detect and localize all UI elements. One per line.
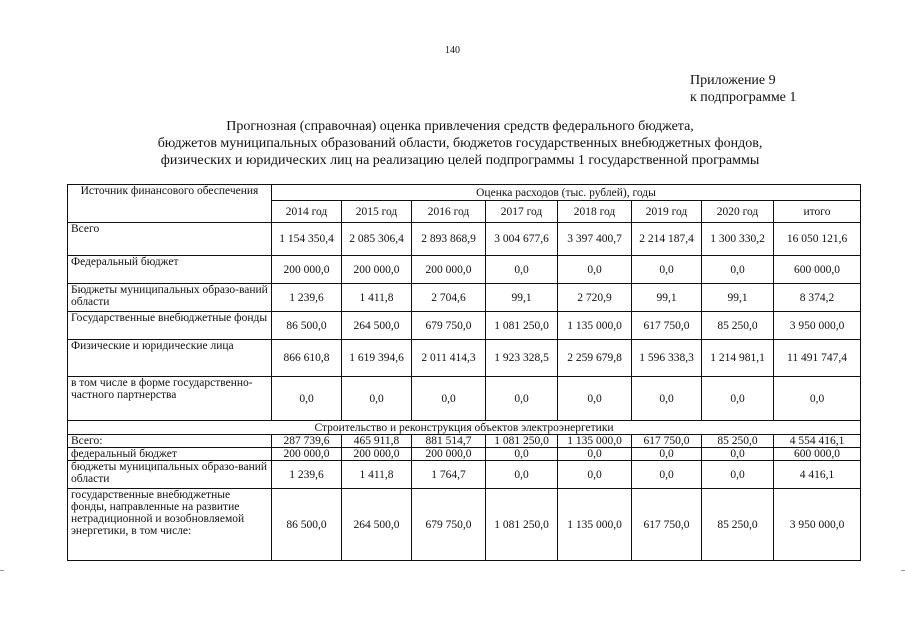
- year-header: 2019 год: [632, 201, 702, 223]
- cell-value: 0,0: [702, 256, 774, 284]
- appendix-line-1: Приложение 9: [690, 73, 776, 88]
- scan-edge-mark-right: [901, 570, 905, 571]
- cell-value: 0,0: [558, 256, 632, 284]
- cell-value: 99,1: [632, 284, 702, 312]
- cell-value: 0,0: [486, 377, 558, 421]
- cell-value: 1 214 981,1: [702, 340, 774, 377]
- cell-value: 617 750,0: [632, 489, 702, 561]
- cell-value: 86 500,0: [272, 312, 342, 340]
- cell-value: 1 411,8: [342, 284, 412, 312]
- cell-value: 1 154 350,4: [272, 223, 342, 256]
- cell-value: 3 004 677,6: [486, 223, 558, 256]
- table-row: [68, 340, 861, 377]
- cell-total: 600 000,0: [774, 256, 861, 284]
- title-line-1: Прогнозная (справочная) оценка привлечения средств федерального бюджета,: [226, 119, 694, 134]
- cell-value: 85 250,0: [702, 435, 774, 448]
- cell-total: 11 491 747,4: [774, 340, 861, 377]
- cell-value: 0,0: [342, 377, 412, 421]
- cell-value: 0,0: [558, 461, 632, 489]
- cell-value: 1 239,6: [272, 461, 342, 489]
- year-header: 2015 год: [342, 201, 412, 223]
- cell-value: 1 135 000,0: [558, 489, 632, 561]
- cell-value: 0,0: [486, 448, 558, 461]
- table-row: [68, 223, 861, 256]
- year-header: 2016 год: [412, 201, 486, 223]
- document-title: [60, 118, 860, 169]
- cell-value: 679 750,0: [412, 489, 486, 561]
- group-header: Оценка расходов (тыс. рублей), годы: [272, 185, 861, 201]
- cell-value: 2 704,6: [412, 284, 486, 312]
- page-number: 140: [445, 45, 460, 56]
- cell-value: 85 250,0: [702, 489, 774, 561]
- cell-value: 3 397 400,7: [558, 223, 632, 256]
- year-header: 2020 год: [702, 201, 774, 223]
- cell-value: 0,0: [486, 256, 558, 284]
- cell-value: 881 514,7: [412, 435, 486, 448]
- year-header: 2017 год: [486, 201, 558, 223]
- cell-value: 99,1: [702, 284, 774, 312]
- cell-value: 617 750,0: [632, 435, 702, 448]
- cell-value: 1 239,6: [272, 284, 342, 312]
- title-line-3: физических и юридических лиц на реализацию целей подпрограммы 1 государственной программы: [160, 153, 760, 168]
- cell-value: 1 923 328,5: [486, 340, 558, 377]
- total-header: итого: [774, 201, 861, 223]
- cell-total: 0,0: [774, 377, 861, 421]
- year-header: 2018 год: [558, 201, 632, 223]
- cell-value: 264 500,0: [342, 312, 412, 340]
- cell-value: 1 081 250,0: [486, 489, 558, 561]
- row-label: Бюджеты муниципальных образо-ваний области: [68, 284, 272, 312]
- cell-value: 200 000,0: [412, 256, 486, 284]
- cell-value: 200 000,0: [272, 448, 342, 461]
- cell-value: 679 750,0: [412, 312, 486, 340]
- cell-value: 2 893 868,9: [412, 223, 486, 256]
- cell-value: 85 250,0: [702, 312, 774, 340]
- section-title: Строительство и реконструкция объектов электроэнергетики: [68, 421, 861, 435]
- cell-total: 8 374,2: [774, 284, 861, 312]
- cell-value: 0,0: [632, 448, 702, 461]
- cell-value: 1 596 338,3: [632, 340, 702, 377]
- cell-value: 0,0: [558, 448, 632, 461]
- cell-value: 1 081 250,0: [486, 435, 558, 448]
- cell-value: 1 300 330,2: [702, 223, 774, 256]
- table-row: [68, 448, 861, 461]
- cell-value: 0,0: [632, 256, 702, 284]
- cell-value: 1 135 000,0: [558, 435, 632, 448]
- section-row: [68, 421, 861, 435]
- cell-total: 16 050 121,6: [774, 223, 861, 256]
- table-row: [68, 377, 861, 421]
- table-row: [68, 312, 861, 340]
- cell-value: 200 000,0: [412, 448, 486, 461]
- cell-total: 4 416,1: [774, 461, 861, 489]
- cell-total: 3 950 000,0: [774, 489, 861, 561]
- row-label: бюджеты муниципальных образо-ваний области: [68, 461, 272, 489]
- cell-value: 1 411,8: [342, 461, 412, 489]
- row-label: Физические и юридические лица: [68, 340, 272, 377]
- cell-value: 0,0: [702, 448, 774, 461]
- cell-value: 86 500,0: [272, 489, 342, 561]
- cell-value: 99,1: [486, 284, 558, 312]
- cell-value: 1 619 394,6: [342, 340, 412, 377]
- cell-value: 2 720,9: [558, 284, 632, 312]
- cell-value: 0,0: [632, 461, 702, 489]
- scan-edge-mark-left: [0, 570, 4, 571]
- cell-value: 200 000,0: [342, 448, 412, 461]
- row-label: Государственные внебюджетные фонды: [68, 312, 272, 340]
- row-label: государственные внебюджетные фонды, направленные на развитие нетрадиционной и возобновляемой энергетики, в том числе:: [68, 489, 272, 561]
- financing-table: [67, 184, 861, 561]
- cell-value: 200 000,0: [342, 256, 412, 284]
- year-header: 2014 год: [272, 201, 342, 223]
- cell-total: 4 554 416,1: [774, 435, 861, 448]
- table-row: [68, 489, 861, 561]
- table-row: [68, 435, 861, 448]
- cell-value: 0,0: [272, 377, 342, 421]
- row-label: федеральный бюджет: [68, 448, 272, 461]
- cell-value: 2 011 414,3: [412, 340, 486, 377]
- cell-value: 465 911,8: [342, 435, 412, 448]
- cell-value: 0,0: [702, 377, 774, 421]
- cell-value: 0,0: [558, 377, 632, 421]
- title-line-2: бюджетов муниципальных образований области, бюджетов государственных внебюджетных фондов,: [157, 136, 763, 151]
- table-row: [68, 256, 861, 284]
- cell-total: 600 000,0: [774, 448, 861, 461]
- cell-value: 200 000,0: [272, 256, 342, 284]
- row-label: Всего: [68, 223, 272, 256]
- cell-value: 617 750,0: [632, 312, 702, 340]
- cell-value: 2 085 306,4: [342, 223, 412, 256]
- cell-value: 866 610,8: [272, 340, 342, 377]
- cell-value: 1 135 000,0: [558, 312, 632, 340]
- cell-total: 3 950 000,0: [774, 312, 861, 340]
- cell-value: 0,0: [486, 461, 558, 489]
- row-label: в том числе в форме государственно-частного партнерства: [68, 377, 272, 421]
- source-header: Источник финансового обеспечения: [68, 185, 272, 223]
- appendix-line-2: к подпрограмме 1: [690, 90, 797, 105]
- row-label: Федеральный бюджет: [68, 256, 272, 284]
- cell-value: 264 500,0: [342, 489, 412, 561]
- cell-value: 1 764,7: [412, 461, 486, 489]
- table-row: [68, 284, 861, 312]
- cell-value: 2 214 187,4: [632, 223, 702, 256]
- cell-value: 287 739,6: [272, 435, 342, 448]
- appendix-label: [690, 72, 796, 106]
- cell-value: 0,0: [412, 377, 486, 421]
- cell-value: 0,0: [632, 377, 702, 421]
- table-row: [68, 461, 861, 489]
- row-label: Всего:: [68, 435, 272, 448]
- cell-value: 0,0: [702, 461, 774, 489]
- cell-value: 2 259 679,8: [558, 340, 632, 377]
- cell-value: 1 081 250,0: [486, 312, 558, 340]
